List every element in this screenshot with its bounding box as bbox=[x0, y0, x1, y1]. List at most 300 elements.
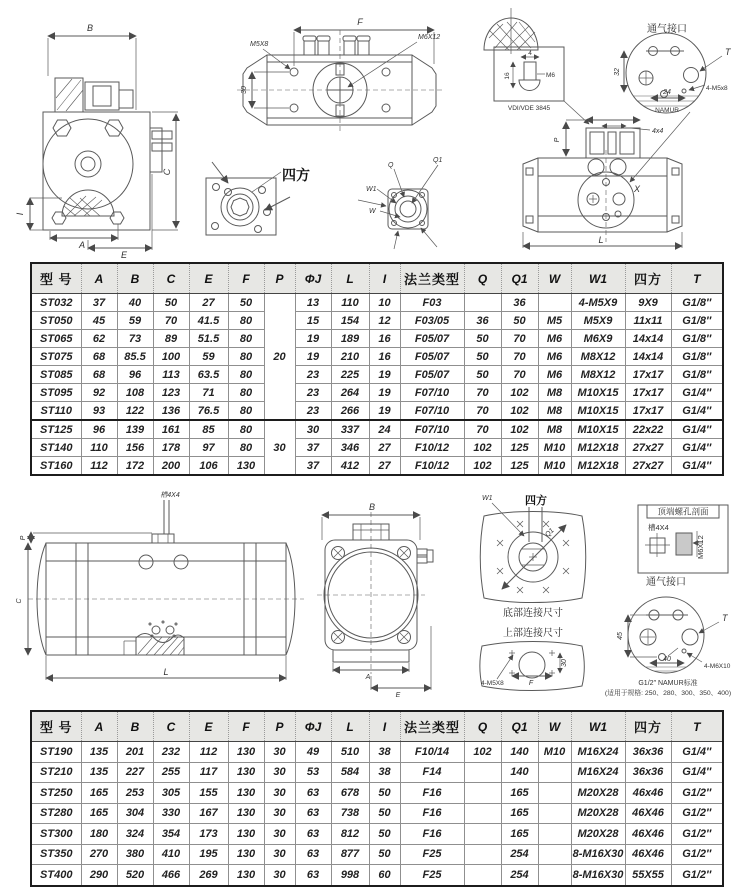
drawing-side-view-large bbox=[16, 491, 304, 680]
cell: 63 bbox=[295, 783, 331, 804]
dim-label-16: 16 bbox=[504, 72, 511, 80]
cell: G1/2″ bbox=[671, 783, 723, 804]
cell: 27 bbox=[189, 294, 228, 312]
cell: 125 bbox=[501, 457, 538, 476]
label-square: 四方 bbox=[525, 495, 547, 507]
drawing-top-connection-view bbox=[480, 626, 585, 691]
cell: 38 bbox=[369, 742, 400, 763]
cell: ST350 bbox=[31, 844, 81, 865]
cell: 53 bbox=[295, 762, 331, 783]
cell: 51.5 bbox=[189, 330, 228, 348]
cell: 16 bbox=[369, 348, 400, 366]
cell: 130 bbox=[228, 457, 264, 476]
cell: 130 bbox=[228, 844, 264, 865]
dim-label-30-large: 30 bbox=[561, 659, 568, 667]
cell: F25 bbox=[400, 844, 464, 865]
column-header: T bbox=[671, 263, 723, 294]
cell: 59 bbox=[117, 312, 153, 330]
cell: 156 bbox=[117, 439, 153, 457]
cell: ST280 bbox=[31, 803, 81, 824]
table-row bbox=[31, 366, 723, 384]
cell: F10/12 bbox=[400, 439, 464, 457]
cell: 112 bbox=[189, 742, 228, 763]
cell: 70 bbox=[464, 420, 501, 439]
cell: M16X24 bbox=[571, 762, 625, 783]
cell: 225 bbox=[331, 366, 369, 384]
cell: 27x27 bbox=[625, 457, 671, 476]
cell: 70 bbox=[464, 402, 501, 421]
table-row bbox=[31, 844, 723, 865]
cell bbox=[538, 803, 571, 824]
cell: F16 bbox=[400, 803, 464, 824]
cell: 80 bbox=[228, 420, 264, 439]
column-header: B bbox=[117, 711, 153, 742]
cell: 11x11 bbox=[625, 312, 671, 330]
cell: 46X46 bbox=[625, 803, 671, 824]
table-row bbox=[31, 824, 723, 845]
cell: 50 bbox=[464, 366, 501, 384]
cell: 50 bbox=[369, 803, 400, 824]
cell: 23 bbox=[295, 384, 331, 402]
cell: 36x36 bbox=[625, 762, 671, 783]
header-row bbox=[31, 711, 723, 742]
cell: 232 bbox=[153, 742, 189, 763]
cell: 96 bbox=[117, 366, 153, 384]
cell: 17x17 bbox=[625, 366, 671, 384]
cell: F07/10 bbox=[400, 384, 464, 402]
cell: 266 bbox=[331, 402, 369, 421]
table-row bbox=[31, 330, 723, 348]
cell bbox=[538, 865, 571, 886]
label-4x4: 4x4 bbox=[652, 128, 664, 135]
cell: 178 bbox=[153, 439, 189, 457]
top-conn-caption: 上部连接尺寸 bbox=[503, 628, 563, 639]
cell: 63 bbox=[295, 865, 331, 886]
cell: M20X28 bbox=[571, 824, 625, 845]
actuator-dimensions-table-small-models bbox=[30, 262, 724, 476]
cell: 59 bbox=[189, 348, 228, 366]
cell: 30 bbox=[264, 420, 295, 475]
cell: 38 bbox=[369, 762, 400, 783]
cell: F10/14 bbox=[400, 742, 464, 763]
namur-caption: NAMUR bbox=[655, 107, 679, 114]
column-header: Q bbox=[464, 263, 501, 294]
cell: 165 bbox=[501, 803, 538, 824]
cell: 70 bbox=[501, 348, 538, 366]
cell: 189 bbox=[331, 330, 369, 348]
cell: 71 bbox=[189, 384, 228, 402]
cell: 50 bbox=[369, 783, 400, 804]
table-row bbox=[31, 457, 723, 476]
cell: G1/4″ bbox=[671, 742, 723, 763]
cell: 117 bbox=[189, 762, 228, 783]
cell bbox=[464, 783, 501, 804]
column-header: W1 bbox=[571, 711, 625, 742]
cell: 165 bbox=[81, 783, 117, 804]
cell: 30 bbox=[264, 803, 295, 824]
column-header: P bbox=[264, 711, 295, 742]
cell: 130 bbox=[228, 824, 264, 845]
column-header: E bbox=[189, 263, 228, 294]
cell: 15 bbox=[295, 312, 331, 330]
cell: F16 bbox=[400, 783, 464, 804]
cell: M10X15 bbox=[571, 402, 625, 421]
cell: 122 bbox=[117, 402, 153, 421]
cell: 68 bbox=[81, 348, 117, 366]
cell: ST250 bbox=[31, 783, 81, 804]
cell: G1/4″ bbox=[671, 384, 723, 402]
dim-label-24: 24 bbox=[663, 89, 671, 96]
cell: 102 bbox=[464, 457, 501, 476]
table-row bbox=[31, 865, 723, 886]
cell: 37 bbox=[81, 294, 117, 312]
cell: 73 bbox=[117, 330, 153, 348]
cell bbox=[464, 865, 501, 886]
cell: ST125 bbox=[31, 420, 81, 439]
cell: 37 bbox=[295, 457, 331, 476]
cell: M10X15 bbox=[571, 420, 625, 439]
cell: 36x36 bbox=[625, 742, 671, 763]
dim-label-t: T bbox=[725, 47, 731, 57]
header-row bbox=[31, 263, 723, 294]
column-header: W1 bbox=[571, 263, 625, 294]
cell: 123 bbox=[153, 384, 189, 402]
column-header: 型 号 bbox=[31, 711, 81, 742]
cell: 466 bbox=[153, 865, 189, 886]
cell: 49 bbox=[295, 742, 331, 763]
cell: 180 bbox=[81, 824, 117, 845]
namur-std-caption-1: G1/2″ NAMUR标准 bbox=[638, 680, 698, 687]
cell: 37 bbox=[295, 439, 331, 457]
cell: 30 bbox=[264, 865, 295, 886]
cell: 195 bbox=[189, 844, 228, 865]
cell: 136 bbox=[153, 402, 189, 421]
cell: M8X12 bbox=[571, 348, 625, 366]
cell: 70 bbox=[464, 384, 501, 402]
cell: 520 bbox=[117, 865, 153, 886]
cell: 110 bbox=[331, 294, 369, 312]
cell: F25 bbox=[400, 865, 464, 886]
cell: 998 bbox=[331, 865, 369, 886]
cell: 210 bbox=[331, 348, 369, 366]
cell: G1/2″ bbox=[671, 865, 723, 886]
cell: 253 bbox=[117, 783, 153, 804]
top-drawings-section bbox=[0, 0, 750, 260]
cell: 324 bbox=[117, 824, 153, 845]
label-4-m5x8: 4-M5x8 bbox=[706, 85, 728, 92]
air-port-title: 通气接口 bbox=[647, 24, 687, 35]
dim-label-c-large: C bbox=[16, 598, 23, 604]
column-header: W bbox=[538, 263, 571, 294]
cell: 112 bbox=[81, 457, 117, 476]
cell: F07/10 bbox=[400, 420, 464, 439]
cell: ST110 bbox=[31, 402, 81, 421]
dim-label-w1: W1 bbox=[366, 186, 377, 193]
cell: 46x46 bbox=[625, 783, 671, 804]
cell: 50 bbox=[153, 294, 189, 312]
dim-label-a-large: A bbox=[365, 674, 371, 681]
cell: M16X24 bbox=[571, 742, 625, 763]
cell: M6 bbox=[538, 330, 571, 348]
label-4-m6x10: 4-M6X10 bbox=[704, 663, 731, 670]
dim-label-i: I bbox=[15, 212, 25, 216]
dim-label-b: B bbox=[86, 23, 94, 33]
cell: 50 bbox=[464, 348, 501, 366]
drawing-side-view-small bbox=[523, 112, 690, 248]
cell bbox=[464, 294, 501, 312]
cell: 510 bbox=[331, 742, 369, 763]
cell bbox=[538, 844, 571, 865]
column-header: Q bbox=[464, 711, 501, 742]
cell: 70 bbox=[501, 366, 538, 384]
cell: 80 bbox=[228, 366, 264, 384]
column-header: C bbox=[153, 263, 189, 294]
cell: 12 bbox=[369, 312, 400, 330]
cell: ST095 bbox=[31, 384, 81, 402]
cell: 19 bbox=[369, 402, 400, 421]
cell: ST050 bbox=[31, 312, 81, 330]
dim-label-4: 4 bbox=[528, 50, 532, 57]
cell: 36 bbox=[501, 294, 538, 312]
label-m6: M6 bbox=[546, 72, 556, 79]
cell bbox=[464, 824, 501, 845]
cell: ST075 bbox=[31, 348, 81, 366]
label-slot-4x4-section: 槽4X4 bbox=[648, 523, 669, 532]
label-m5x8: M5X8 bbox=[250, 41, 269, 48]
cell bbox=[538, 824, 571, 845]
cell: 304 bbox=[117, 803, 153, 824]
dim-label-30: 30 bbox=[241, 86, 248, 94]
cell: 30 bbox=[264, 762, 295, 783]
cell: 165 bbox=[501, 783, 538, 804]
label-x: X bbox=[634, 184, 641, 194]
cell: ST032 bbox=[31, 294, 81, 312]
column-header: C bbox=[153, 711, 189, 742]
dim-label-l: L bbox=[598, 235, 604, 245]
column-header: 法兰类型 bbox=[400, 263, 464, 294]
namur-std-caption-2: (适用于规格: 250、280、300、350、400) bbox=[604, 690, 732, 697]
cell: 24 bbox=[369, 420, 400, 439]
cell: G1/4″ bbox=[671, 402, 723, 421]
dim-label-c: C bbox=[162, 168, 172, 176]
label-m6x12-section: M6X12 bbox=[696, 535, 705, 559]
cell: ST065 bbox=[31, 330, 81, 348]
cell: 412 bbox=[331, 457, 369, 476]
vdi-caption: VDI/VDE 3845 bbox=[507, 105, 551, 112]
dim-label-e: E bbox=[120, 250, 128, 260]
label-4-m5x8-large: 4-M5X8 bbox=[481, 680, 504, 687]
cell: M10 bbox=[538, 457, 571, 476]
cell: G1/8″ bbox=[671, 366, 723, 384]
column-header: P bbox=[264, 263, 295, 294]
dim-label-b-large: B bbox=[368, 502, 376, 512]
cell bbox=[538, 294, 571, 312]
cell: G1/4″ bbox=[671, 439, 723, 457]
drawing-end-view-large bbox=[317, 502, 433, 699]
actuator-dimensions-table-large-models bbox=[30, 710, 724, 887]
cell: M20X28 bbox=[571, 783, 625, 804]
cell: 154 bbox=[331, 312, 369, 330]
dim-label-l-large: L bbox=[163, 667, 169, 677]
cell: ST160 bbox=[31, 457, 81, 476]
cell: 254 bbox=[501, 865, 538, 886]
cell: 227 bbox=[117, 762, 153, 783]
cell: 30 bbox=[264, 844, 295, 865]
drawing-square-drive-view bbox=[206, 162, 310, 235]
column-header: I bbox=[369, 711, 400, 742]
drawing-vdi-detail bbox=[494, 47, 589, 124]
cell: 165 bbox=[81, 803, 117, 824]
cell: 63.5 bbox=[189, 366, 228, 384]
cell: 346 bbox=[331, 439, 369, 457]
cell: 80 bbox=[228, 384, 264, 402]
cell: 50 bbox=[464, 330, 501, 348]
drawing-top-view bbox=[237, 17, 443, 133]
dim-label-40: 40 bbox=[663, 656, 671, 663]
cell: 738 bbox=[331, 803, 369, 824]
cell: 17x17 bbox=[625, 402, 671, 421]
cell: 140 bbox=[501, 742, 538, 763]
cell: M5 bbox=[538, 312, 571, 330]
cell: 106 bbox=[189, 457, 228, 476]
air-port-title-large: 通气接口 bbox=[646, 577, 686, 588]
cell: F03 bbox=[400, 294, 464, 312]
cell: G1/8″ bbox=[671, 330, 723, 348]
cell: ST210 bbox=[31, 762, 81, 783]
cell bbox=[464, 762, 501, 783]
cell: ST140 bbox=[31, 439, 81, 457]
drawing-namur-port-small bbox=[614, 22, 732, 114]
column-header: 四方 bbox=[625, 263, 671, 294]
cell: 305 bbox=[153, 783, 189, 804]
cell: 27 bbox=[369, 457, 400, 476]
cell: 22x22 bbox=[625, 420, 671, 439]
cell: 270 bbox=[81, 844, 117, 865]
cell: 63 bbox=[295, 844, 331, 865]
cell: 30 bbox=[264, 783, 295, 804]
cell: F16 bbox=[400, 824, 464, 845]
cell: 172 bbox=[117, 457, 153, 476]
cell: 62 bbox=[81, 330, 117, 348]
column-header: ΦJ bbox=[295, 711, 331, 742]
cell: 96 bbox=[81, 420, 117, 439]
cell: 27x27 bbox=[625, 439, 671, 457]
cell: M6 bbox=[538, 366, 571, 384]
cell: 40 bbox=[117, 294, 153, 312]
cell: M12X18 bbox=[571, 457, 625, 476]
label-square-drive: 四方 bbox=[282, 167, 310, 183]
cell: 113 bbox=[153, 366, 189, 384]
cell: M8 bbox=[538, 420, 571, 439]
cell: 63 bbox=[295, 824, 331, 845]
cell: 20 bbox=[264, 294, 295, 421]
cell: M8 bbox=[538, 384, 571, 402]
cell: 877 bbox=[331, 844, 369, 865]
cell: 678 bbox=[331, 783, 369, 804]
column-header: F bbox=[228, 711, 264, 742]
cell: G1/4″ bbox=[671, 420, 723, 439]
cell: F03/05 bbox=[400, 312, 464, 330]
cell: 89 bbox=[153, 330, 189, 348]
label-slot-4x4: 槽4X4 bbox=[160, 492, 180, 499]
dim-label-q: Q bbox=[388, 162, 394, 169]
column-header: L bbox=[331, 263, 369, 294]
cell: 140 bbox=[501, 762, 538, 783]
cell: G1/8″ bbox=[671, 348, 723, 366]
cell: 46X46 bbox=[625, 844, 671, 865]
table-row bbox=[31, 762, 723, 783]
table-row bbox=[31, 348, 723, 366]
dim-label-f: F bbox=[357, 17, 363, 27]
cell: 80 bbox=[228, 402, 264, 421]
cell: 102 bbox=[464, 439, 501, 457]
dim-label-w1-large: W1 bbox=[482, 495, 493, 502]
cell: 85 bbox=[189, 420, 228, 439]
dim-label-p: P bbox=[554, 137, 561, 143]
cell: 410 bbox=[153, 844, 189, 865]
cell: 70 bbox=[501, 330, 538, 348]
cell: G1/2″ bbox=[671, 844, 723, 865]
dim-label-q1-large: Q1 bbox=[544, 527, 556, 539]
cell: 17x17 bbox=[625, 384, 671, 402]
column-header: T bbox=[671, 711, 723, 742]
column-header: ΦJ bbox=[295, 263, 331, 294]
cell: F14 bbox=[400, 762, 464, 783]
cell: 50 bbox=[501, 312, 538, 330]
cell bbox=[464, 844, 501, 865]
cell: 125 bbox=[501, 439, 538, 457]
cell: 55X55 bbox=[625, 865, 671, 886]
cell: 139 bbox=[117, 420, 153, 439]
cell bbox=[538, 762, 571, 783]
cell: 380 bbox=[117, 844, 153, 865]
table-row bbox=[31, 384, 723, 402]
dim-label-45: 45 bbox=[617, 632, 624, 640]
cell: G1/4″ bbox=[671, 457, 723, 476]
dim-label-q1: Q1 bbox=[433, 157, 443, 164]
cell: ST300 bbox=[31, 824, 81, 845]
cell: 354 bbox=[153, 824, 189, 845]
drawing-front-view bbox=[15, 23, 178, 260]
cell: G1/4″ bbox=[671, 762, 723, 783]
cell: G1/2″ bbox=[671, 824, 723, 845]
cell: 50 bbox=[228, 294, 264, 312]
cell: 130 bbox=[228, 742, 264, 763]
cell: 102 bbox=[501, 402, 538, 421]
column-header: L bbox=[331, 711, 369, 742]
cell bbox=[538, 783, 571, 804]
column-header: I bbox=[369, 263, 400, 294]
cell: 14x14 bbox=[625, 348, 671, 366]
cell: 165 bbox=[501, 824, 538, 845]
cell: F07/10 bbox=[400, 402, 464, 421]
cell: 173 bbox=[189, 824, 228, 845]
cell: M10 bbox=[538, 742, 571, 763]
cell: 16 bbox=[369, 330, 400, 348]
cell: 4-M5X9 bbox=[571, 294, 625, 312]
table-row bbox=[31, 294, 723, 312]
cell: M8 bbox=[538, 402, 571, 421]
dim-label-a: A bbox=[78, 240, 86, 250]
cell: 108 bbox=[117, 384, 153, 402]
cell: 19 bbox=[295, 348, 331, 366]
table-row bbox=[31, 402, 723, 421]
cell: 269 bbox=[189, 865, 228, 886]
cell: 167 bbox=[189, 803, 228, 824]
drawing-namur-port-large bbox=[605, 575, 731, 697]
cell: 46X46 bbox=[625, 824, 671, 845]
cell: M10 bbox=[538, 439, 571, 457]
